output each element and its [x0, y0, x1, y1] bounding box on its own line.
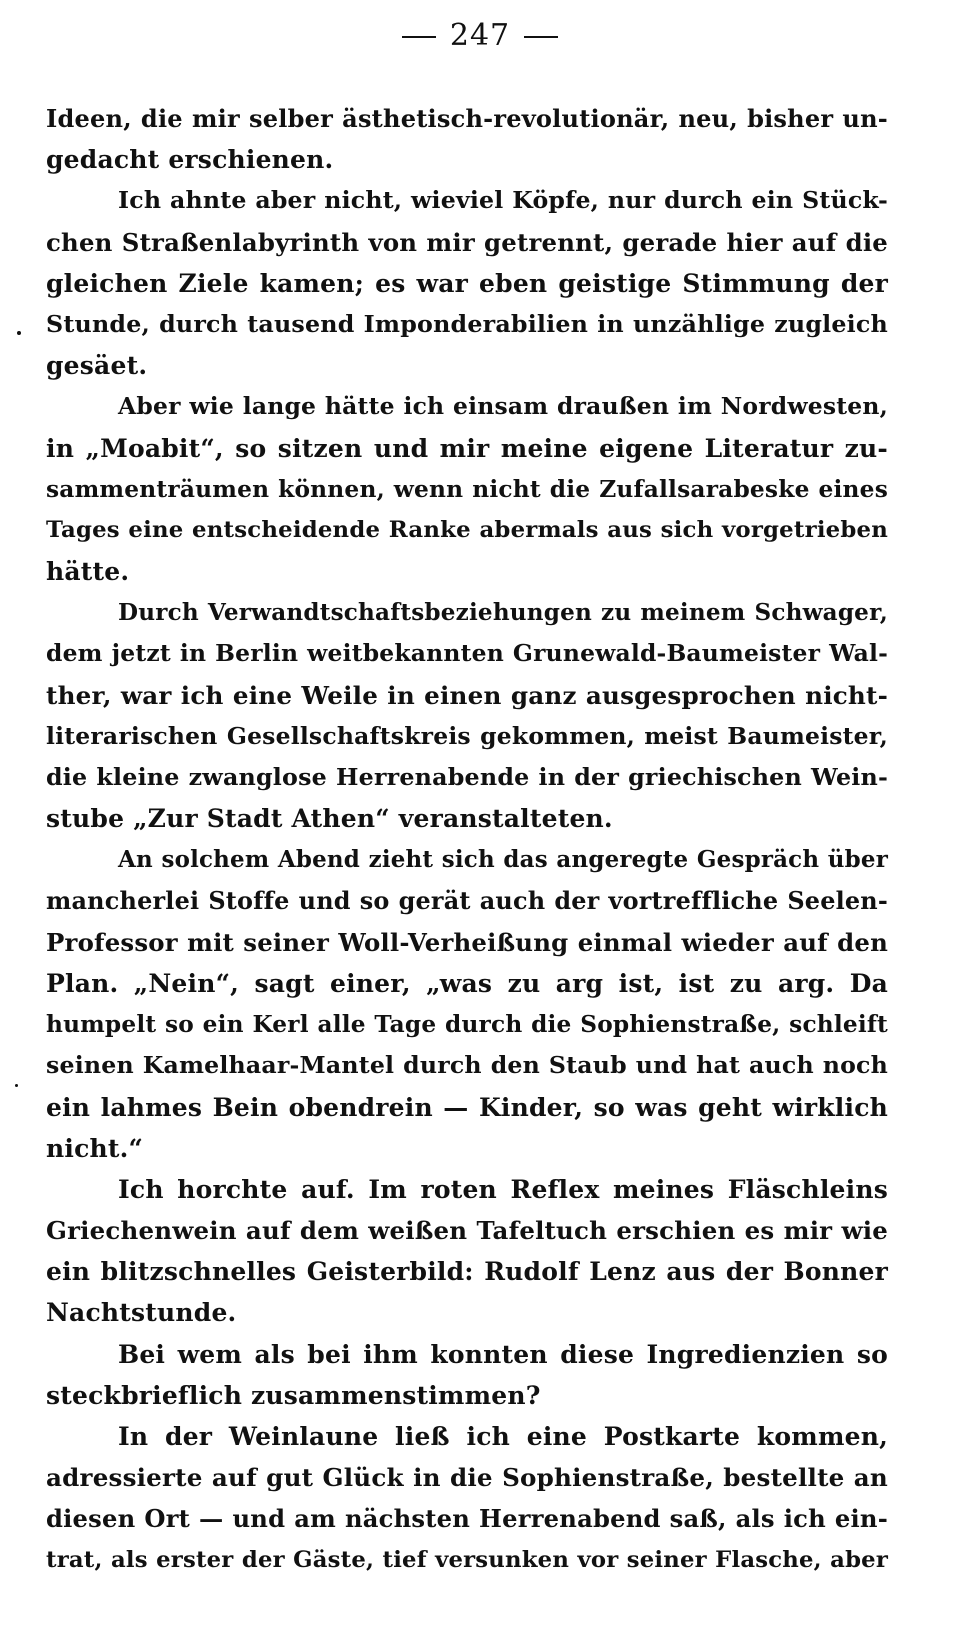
margin-speck — [17, 331, 21, 335]
text-line: sammenträumen können, wenn nicht die Zufallsarabeske eines — [46, 475, 888, 503]
text-line: seinen Kamelhaar-Mantel durch den Staub und hat auch noch — [46, 1051, 888, 1080]
text-line: Tages eine entscheidende Ranke abermals aus sich vorgetrieben — [46, 516, 888, 543]
text-line: ein lahmes Bein obendrein — Kinder, so was geht wirklich — [46, 1092, 888, 1122]
text-line: in „Moabit“, so sitzen und mir meine eigene Literatur zu- — [46, 433, 888, 463]
text-line: gedacht erschienen. — [46, 145, 334, 175]
text-line: ein blitzschnelles Geisterbild: Rudolf Lenz aus der Bonner — [46, 1257, 888, 1287]
text-line: steckbrieflich zusammenstimmen? — [46, 1380, 541, 1410]
text-line: hätte. — [46, 557, 130, 587]
text-line: Professor mit seiner Woll-Verheißung einmal wieder auf den — [46, 927, 888, 957]
text-line: Plan. „Nein“, sagt einer, „was zu arg ist, ist zu arg. Da — [46, 968, 888, 998]
text-line: adressierte auf gut Glück in die Sophienstraße, bestellte an — [46, 1463, 888, 1493]
paragraph-first-line: Aber wie lange hätte ich einsam draußen im Nordwesten, — [118, 392, 888, 421]
text-line: Nachtstunde. — [46, 1298, 237, 1328]
text-line: nicht.“ — [46, 1133, 144, 1163]
text-line: dem jetzt in Berlin weitbekannten Grunewald-Baumeister Wal- — [46, 639, 888, 668]
text-line: Griechenwein auf dem weißen Tafeltuch erschien es mir wie — [46, 1216, 888, 1246]
page-number — [0, 18, 960, 53]
paragraph-first-line: An solchem Abend zieht sich das angeregte Gespräch über — [118, 846, 888, 874]
paragraph-first-line: Ich ahnte aber nicht, wieviel Köpfe, nur durch ein Stück- — [118, 186, 888, 215]
text-line: mancherlei Stoffe und so gerät auch der vortreffliche Seelen- — [46, 886, 888, 915]
margin-speck — [15, 1084, 18, 1087]
text-line: ther, war ich eine Weile in einen ganz ausgesprochen nicht- — [46, 680, 888, 710]
text-line: gleichen Ziele kamen; es war eben geistige Stimmung der — [46, 268, 888, 298]
text-line: diesen Ort — und am nächsten Herrenabend saß, als ich ein- — [46, 1504, 888, 1534]
paragraph-first-line: Bei wem als bei ihm konnten diese Ingredienzien so — [118, 1339, 888, 1369]
page-number-dash-left — [402, 36, 436, 38]
paragraph-first-line: In der Weinlaune ließ ich eine Postkarte kommen, — [118, 1422, 888, 1451]
body-text — [46, 98, 888, 1581]
paragraph-first-line: Durch Verwandtschaftsbeziehungen zu meinem Schwager, — [118, 599, 888, 627]
text-line: humpelt so ein Kerl alle Tage durch die Sophienstraße, schleift — [46, 1011, 888, 1039]
text-line: trat, als erster der Gäste, tief versunken vor seiner Flasche, aber — [46, 1546, 888, 1573]
text-line: gesäet. — [46, 351, 148, 381]
text-line: Stunde, durch tausend Imponderabilien in unzählige zugleich — [46, 309, 888, 338]
page-number-value: 247 — [449, 18, 511, 53]
page-number-dash-right — [524, 36, 558, 38]
text-line: stube „Zur Stadt Athen“ veranstalteten. — [46, 804, 613, 834]
text-line: literarischen Gesellschaftskreis gekommen, meist Baumeister, — [46, 721, 888, 750]
text-line: die kleine zwanglose Herrenabende in der griechischen Wein- — [46, 763, 888, 791]
paragraph-first-line: Ich horchte auf. Im roten Reflex meines Fläschleins — [118, 1174, 888, 1204]
text-line: chen Straßenlabyrinth von mir getrennt, gerade hier auf die — [46, 227, 888, 257]
text-line: Ideen, die mir selber ästhetisch-revolutionär, neu, bisher un- — [46, 104, 888, 133]
